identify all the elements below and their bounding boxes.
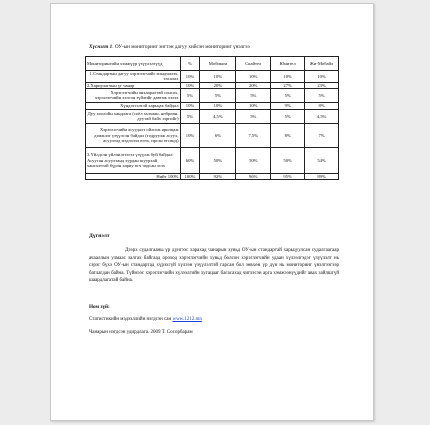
table-row [86,71,339,83]
source-item [89,317,202,322]
table-row [86,88,339,102]
value-cell: 10% [180,82,200,88]
value-cell: 9% [271,102,305,109]
value-cell: 7,5% [236,123,271,147]
row-label: Хэрэглэгчийн анхааралтай сонсох, хэрэглэгчийн хэлсэн зүйлийг давтаж хэлэх [86,88,181,102]
source-item: Чанарын нэгдсэн удирдлага. 2009 Т. Сосорбарам [89,330,193,335]
table-row [86,123,339,147]
value-cell: 5% [200,88,236,102]
value-cell: 50% [271,147,305,173]
value-cell: 5% [236,109,271,123]
value-cell: 89% [305,173,339,179]
header-cell: % [180,57,200,71]
header-cell: Мониторингийн хэмжүүр үзүүлэлтүүд [86,57,181,71]
sources-title: Ном зүй: [89,304,110,310]
value-cell: 7% [305,123,339,147]
row-label: Хүндэтгэлтэй харьцах байдал [86,102,181,109]
conclusion-paragraph [89,247,339,285]
value-cell: 27% [271,82,305,88]
value-cell: 8% [271,123,305,147]
row-label: 3.Үйлдсэн үйлчилгээгээ үзүүлж буй байдал: Асуусан асуултанд хурдан шуурхай хангалттай бүрэн хариу өгч чадсан эсэх [86,147,181,173]
row-label: Нийт 100% [86,173,181,179]
value-cell: 10% [271,71,305,83]
document-page [50,3,374,421]
caption-label: Хүснэгт 1 [89,44,113,50]
conclusion-text: Дээрх судалгааны үр дүнгээс харахад чанарын хувьд ОУ-ын стандартай харьцуулсан судалгаагаар ачааллын улмаас залгах байгаад ороход хэрэглэгчийн хувьд болсон хэрэглэгчийн удаан хүлээлгэдэг үзүүлэлт нь сэрэг бүхэ ОУ-ын стандартад хүрэхгүй хүлээн үзүүлэлтэй гарсан бол зөвхөн үр дүн нь мониторинг үнэлгээгээр батлагдан байна. Түймээс хэрэглэгчийн хүлээлгийн хугацааг багасахад чиглэсэн арга хэмжээнүүдийг авах зайлшгүй шаардлагатай байна. [89,248,339,284]
table-row [86,147,339,173]
value-cell: 54% [305,147,339,173]
value-cell: 10% [200,102,236,109]
value-cell: 6% [200,123,236,147]
value-cell: 5% [271,88,305,102]
value-cell: 20% [200,82,236,88]
source-link[interactable]: www.1212.mn [172,317,202,322]
table-row [86,102,339,109]
value-cell: 23% [305,82,339,88]
value-cell: 5% [180,109,200,123]
value-cell: 50% [200,147,236,173]
row-label: Хэрэглэгчийн асуудалт ойлгож ярилцаж дэмжлэг үзүүлсэн байдал (тодруулж асуух, асуултад мэдээлэл өгөх, ирсэн өгсөнд) [86,123,181,147]
value-cell: 96% [236,173,271,179]
value-cell: 10% [236,71,271,83]
source-item-text: Статистикийн мэдээллийн нэгдсэн сан [89,317,173,322]
value-cell: 5% [305,88,339,102]
row-label: 2.Хариулагчын үг чанар [86,82,181,88]
header-cell: Жи-Мобайл [305,57,339,71]
value-cell: 20% [236,82,271,88]
header-cell: Юнител [271,57,305,71]
value-cell: 10% [180,123,200,147]
value-cell: 10% [305,71,339,83]
value-cell: 60% [180,147,200,173]
value-cell: 4,5% [305,109,339,123]
value-cell: 5% [271,109,305,123]
value-cell: 5% [180,88,200,102]
value-cell: 100% [180,173,200,179]
value-cell: 10% [200,71,236,83]
value-cell: 10% [180,71,200,83]
table-header-row [86,57,339,71]
value-cell: 95% [271,173,305,179]
row-label: 1.Стандартын дагуу хэрэглэгчийг мэндчилэх, тасалах [86,71,181,83]
value-cell: 4,5% [200,109,236,123]
value-cell: 50% [236,147,271,173]
value-cell: 92% [200,173,236,179]
header-cell: Скайтел [236,57,271,71]
table-caption [89,44,351,50]
header-cell: Мобиком [200,57,236,71]
evaluation-table [85,56,339,180]
row-label: Дуу хоолойн хандлага (соёл залхаан, нөбрөөн, дуутай байх зэргийг) [86,109,181,123]
value-cell: 10% [236,102,271,109]
value-cell: 8% [305,102,339,109]
value-cell: 10% [180,102,200,109]
caption-text: . ОУ-ын мониторинг энгтэн дагуу хийсэн мониторинг үнэлгээ [112,44,250,50]
table-total-row [86,173,339,179]
value-cell: 5% [236,88,271,102]
table-row [86,109,339,123]
conclusion-heading: Дүгнэлт [89,233,110,239]
